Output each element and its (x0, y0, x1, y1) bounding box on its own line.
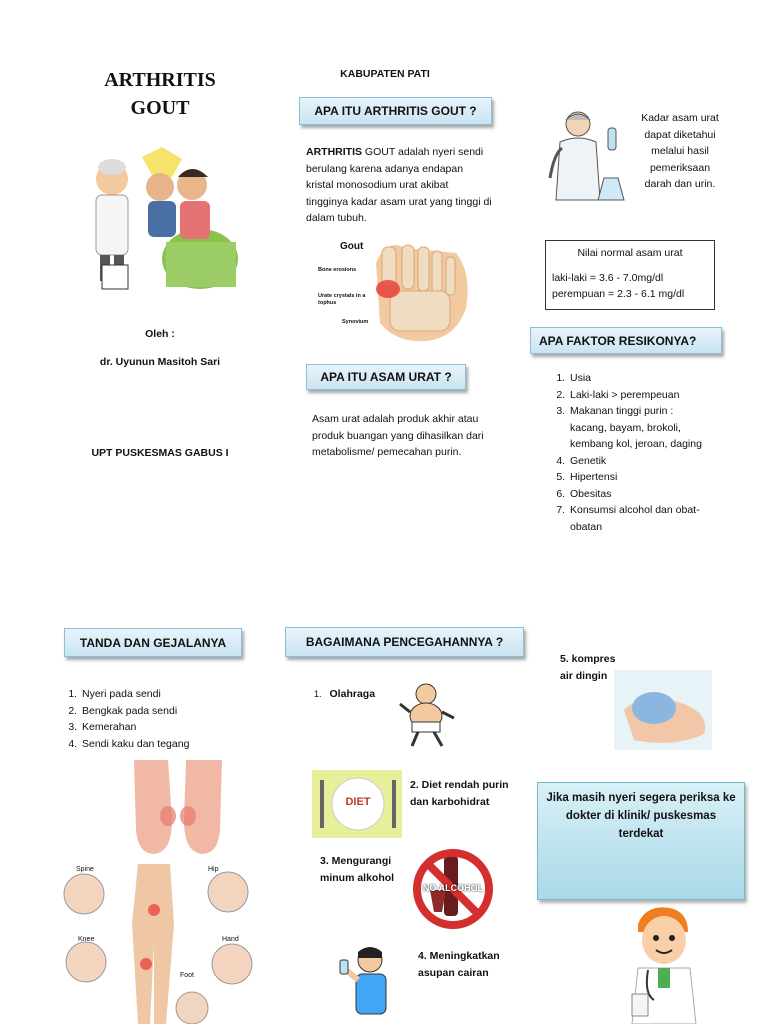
foot-label-gout: Gout (340, 241, 364, 252)
gout-patient-illustration (82, 147, 238, 293)
title-line-1: ARTHRITIS (104, 69, 216, 91)
foot-label-synovium: Synovium (342, 319, 369, 325)
list-item: 3. Makanan tinggi purin : kacang, bayam, brokoli, kembang kol, jeroan, daging (568, 403, 710, 453)
gout-foot-illustration (316, 233, 472, 345)
prevention-item-4: 4. Meningkatkan asupan cairan (418, 950, 500, 979)
doctor-cartoon (626, 904, 700, 1024)
foot-label-urate: Urate crystals in a tophus (318, 293, 366, 306)
list-item: 7. Konsumsi alcohol dan obat-obatan (568, 502, 710, 535)
list-item: 2. Bengkak pada sendi (80, 703, 190, 720)
normal-value-male: laki-laki = 3.6 - 7.0mg/dl (552, 271, 664, 284)
body-joints-illustration (62, 864, 254, 1024)
diet-plate-label: DIET (345, 796, 371, 808)
exercise-cartoon (398, 682, 456, 748)
institution-name: UPT PUSKESMAS GABUS I (91, 447, 229, 459)
cold-compress-photo (614, 670, 712, 750)
list-item: 4. Genetik (568, 453, 710, 470)
prevention-item-1-text: Olahraga (329, 688, 376, 700)
header-what-is-gout: APA ITU ARTHRITIS GOUT ? (299, 97, 492, 125)
list-item: 5. Hipertensi (568, 469, 710, 486)
list-item: 4. Sendi kaku dan tegang (80, 736, 190, 753)
header-risk-factors: APA FAKTOR RESIKONYA? (530, 327, 722, 354)
oleh-label: Oleh : (145, 328, 175, 340)
title-line-2: GOUT (130, 97, 190, 119)
author-name: dr. Uyunun Masitoh Sari (99, 356, 221, 368)
normal-value-female: perempuan = 2.3 - 6.1 mg/dl (552, 288, 685, 300)
gout-definition (306, 144, 492, 227)
no-alcohol-label: NO ALCOHOL (422, 883, 484, 893)
joint-label-spine: Spine (76, 866, 94, 873)
list-item: 6. Obesitas (568, 486, 710, 503)
symptom-list (62, 686, 190, 752)
prevention-item-3: 3. Mengurangi minum alkohol (320, 855, 395, 884)
normal-values-box (545, 240, 715, 310)
drinking-water-cartoon (336, 944, 396, 1020)
prevention-item-1-number: 1. (314, 689, 322, 699)
gout-def-bold: ARTHRITIS (306, 146, 362, 158)
district-label: KABUPATEN PATI (340, 68, 430, 80)
prevention-item-5: 5. kompres air dingin (560, 653, 616, 682)
swollen-feet-photo (128, 760, 228, 858)
joint-label-foot: Foot (180, 972, 195, 979)
normal-values-title: Nilai normal asam urat (577, 247, 683, 259)
list-item: 3. Kemerahan (80, 719, 190, 736)
list-item: 1. Nyeri pada sendi (80, 686, 190, 703)
list-item: 1. Usia (568, 370, 710, 387)
callout-box (537, 782, 745, 900)
lab-doctor-illustration (546, 108, 632, 210)
diet-plate-image (312, 770, 402, 838)
risk-factor-list (550, 370, 710, 535)
prevention-item-1 (314, 686, 375, 703)
joint-label-hand: Hand (222, 936, 239, 943)
no-alcohol-sign (410, 846, 496, 932)
callout-text: Jika masih nyeri segera periksa ke dokter di klinik/ puskesmas terdekat (546, 792, 736, 840)
joint-label-hip: Hip (208, 866, 219, 873)
list-item: 2. Laki-laki > perempeuan (568, 387, 710, 404)
lab-test-text: Kadar asam urat dapat diketahui melalui hasil pemeriksaan darah dan urin. (641, 112, 719, 190)
gout-def-text: GOUT adalah nyeri sendi berulang karena adanya endapan kristal monosodium urat akibat tingginya kadar asam urat yang tinggi di dalam tubuh. (306, 146, 492, 224)
header-prevention: BAGAIMANA PENCEGAHANNYA ? (285, 627, 524, 657)
uric-acid-definition: Asam urat adalah produk akhir atau produk buangan yang dihasilkan dari metabolisme/ pemecahan purin. (312, 413, 484, 458)
foot-label-bone: Bone erosions (318, 267, 357, 273)
header-what-is-uric-acid: APA ITU ASAM URAT ? (306, 364, 466, 390)
prevention-item-2: 2. Diet rendah purin dan karbohidrat (410, 779, 509, 808)
joint-label-knee: Knee (78, 936, 95, 943)
header-signs-symptoms: TANDA DAN GEJALANYA (64, 628, 242, 657)
brochure-title (80, 66, 240, 122)
